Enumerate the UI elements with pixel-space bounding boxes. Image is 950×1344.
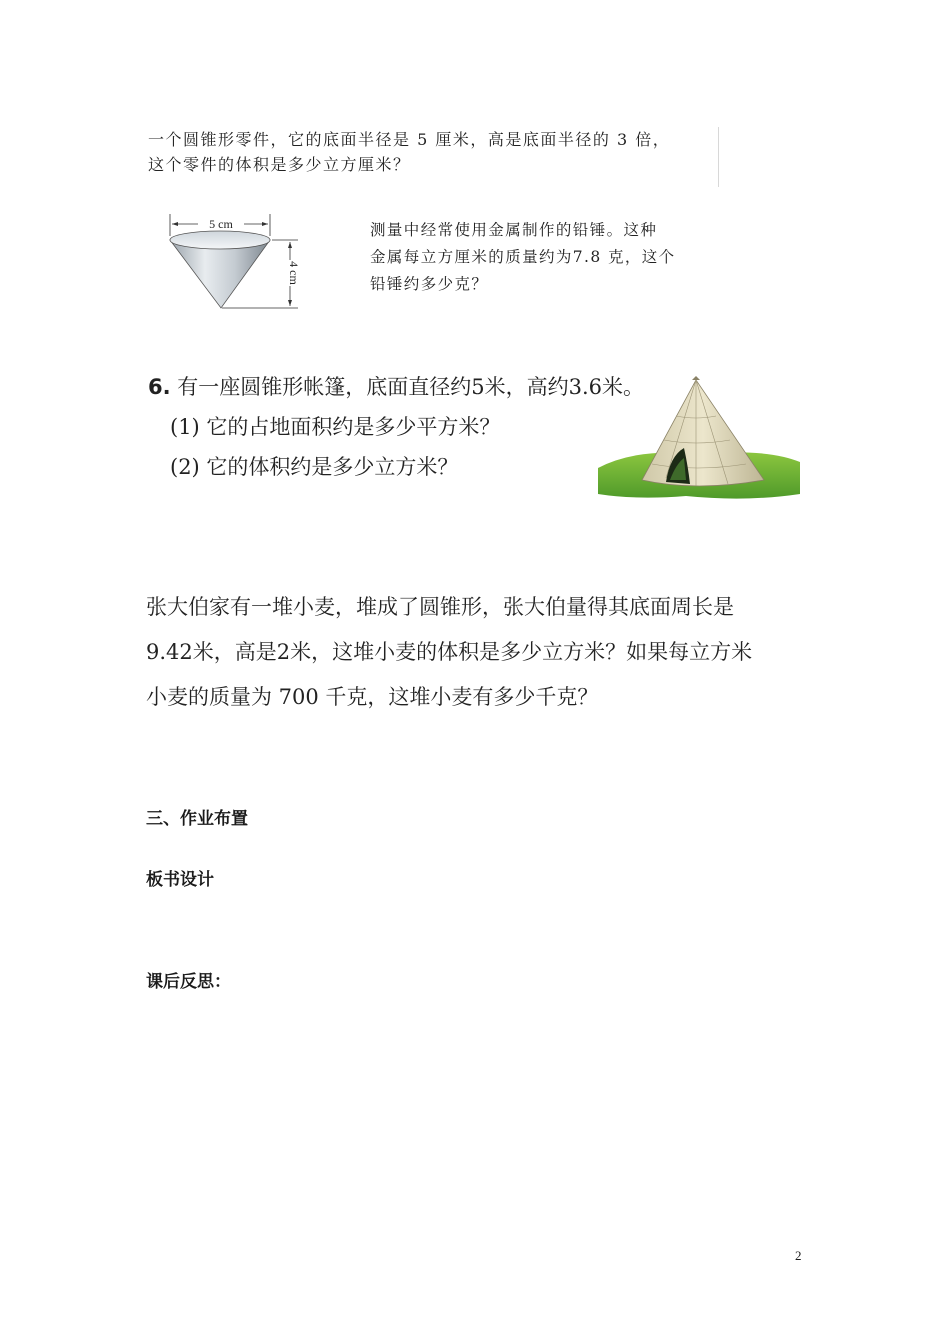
image-edge-rule (718, 127, 719, 187)
problem-1-line-2: 这个零件的体积是多少立方厘米？ (148, 155, 411, 174)
figure-height-label: 4 cm (287, 261, 301, 285)
figure-top-label: 5 cm (209, 217, 233, 231)
reflection-heading: 课后反思： (146, 972, 231, 992)
problem-2-line-1: 测量中经常使用金属制作的铅锤。这种 (370, 221, 658, 239)
page-number: 2 (795, 1248, 802, 1263)
problem-wheat-text (146, 585, 766, 720)
problem-wheat-line-3: 小麦的质量为 700 千克，这堆小麦有多少千克？ (146, 685, 599, 709)
problem-wheat-line-2: 9.42米，高是2米，这堆小麦的体积是多少立方米？如果每立方米 (146, 640, 753, 664)
problem-6-text (148, 367, 644, 487)
problem-6-stem-line (148, 367, 644, 407)
plumb-bob-cone-figure (160, 210, 305, 315)
problem-6-question-1: (1) 它的占地面积约是多少平方米？ (170, 415, 501, 439)
homework-heading: 三、作业布置 (146, 809, 248, 829)
problem-1-line-1: 一个圆锥形零件，它的底面半径是 5 厘米，高是底面半径的 3 倍， (148, 130, 671, 149)
problem-6-question-2: (2) 它的体积约是多少立方米？ (170, 455, 459, 479)
problem-2-line-3: 铅锤约多少克？ (370, 275, 489, 293)
problem-2-line-2: 金属每立方厘米的质量约为7.8 克，这个 (370, 248, 676, 266)
problem-2-text (370, 217, 676, 298)
problem-6-stem: 有一座圆锥形帐篷，底面直径约5米，高约3.6米。 (177, 375, 645, 399)
conical-tent-illustration (596, 376, 801, 500)
problem-1-text (148, 127, 670, 177)
board-design-heading: 板书设计 (146, 870, 214, 890)
problem-wheat-line-1: 张大伯家有一堆小麦，堆成了圆锥形，张大伯量得其底面周长是 (146, 595, 734, 619)
problem-number: 6. (148, 375, 171, 399)
